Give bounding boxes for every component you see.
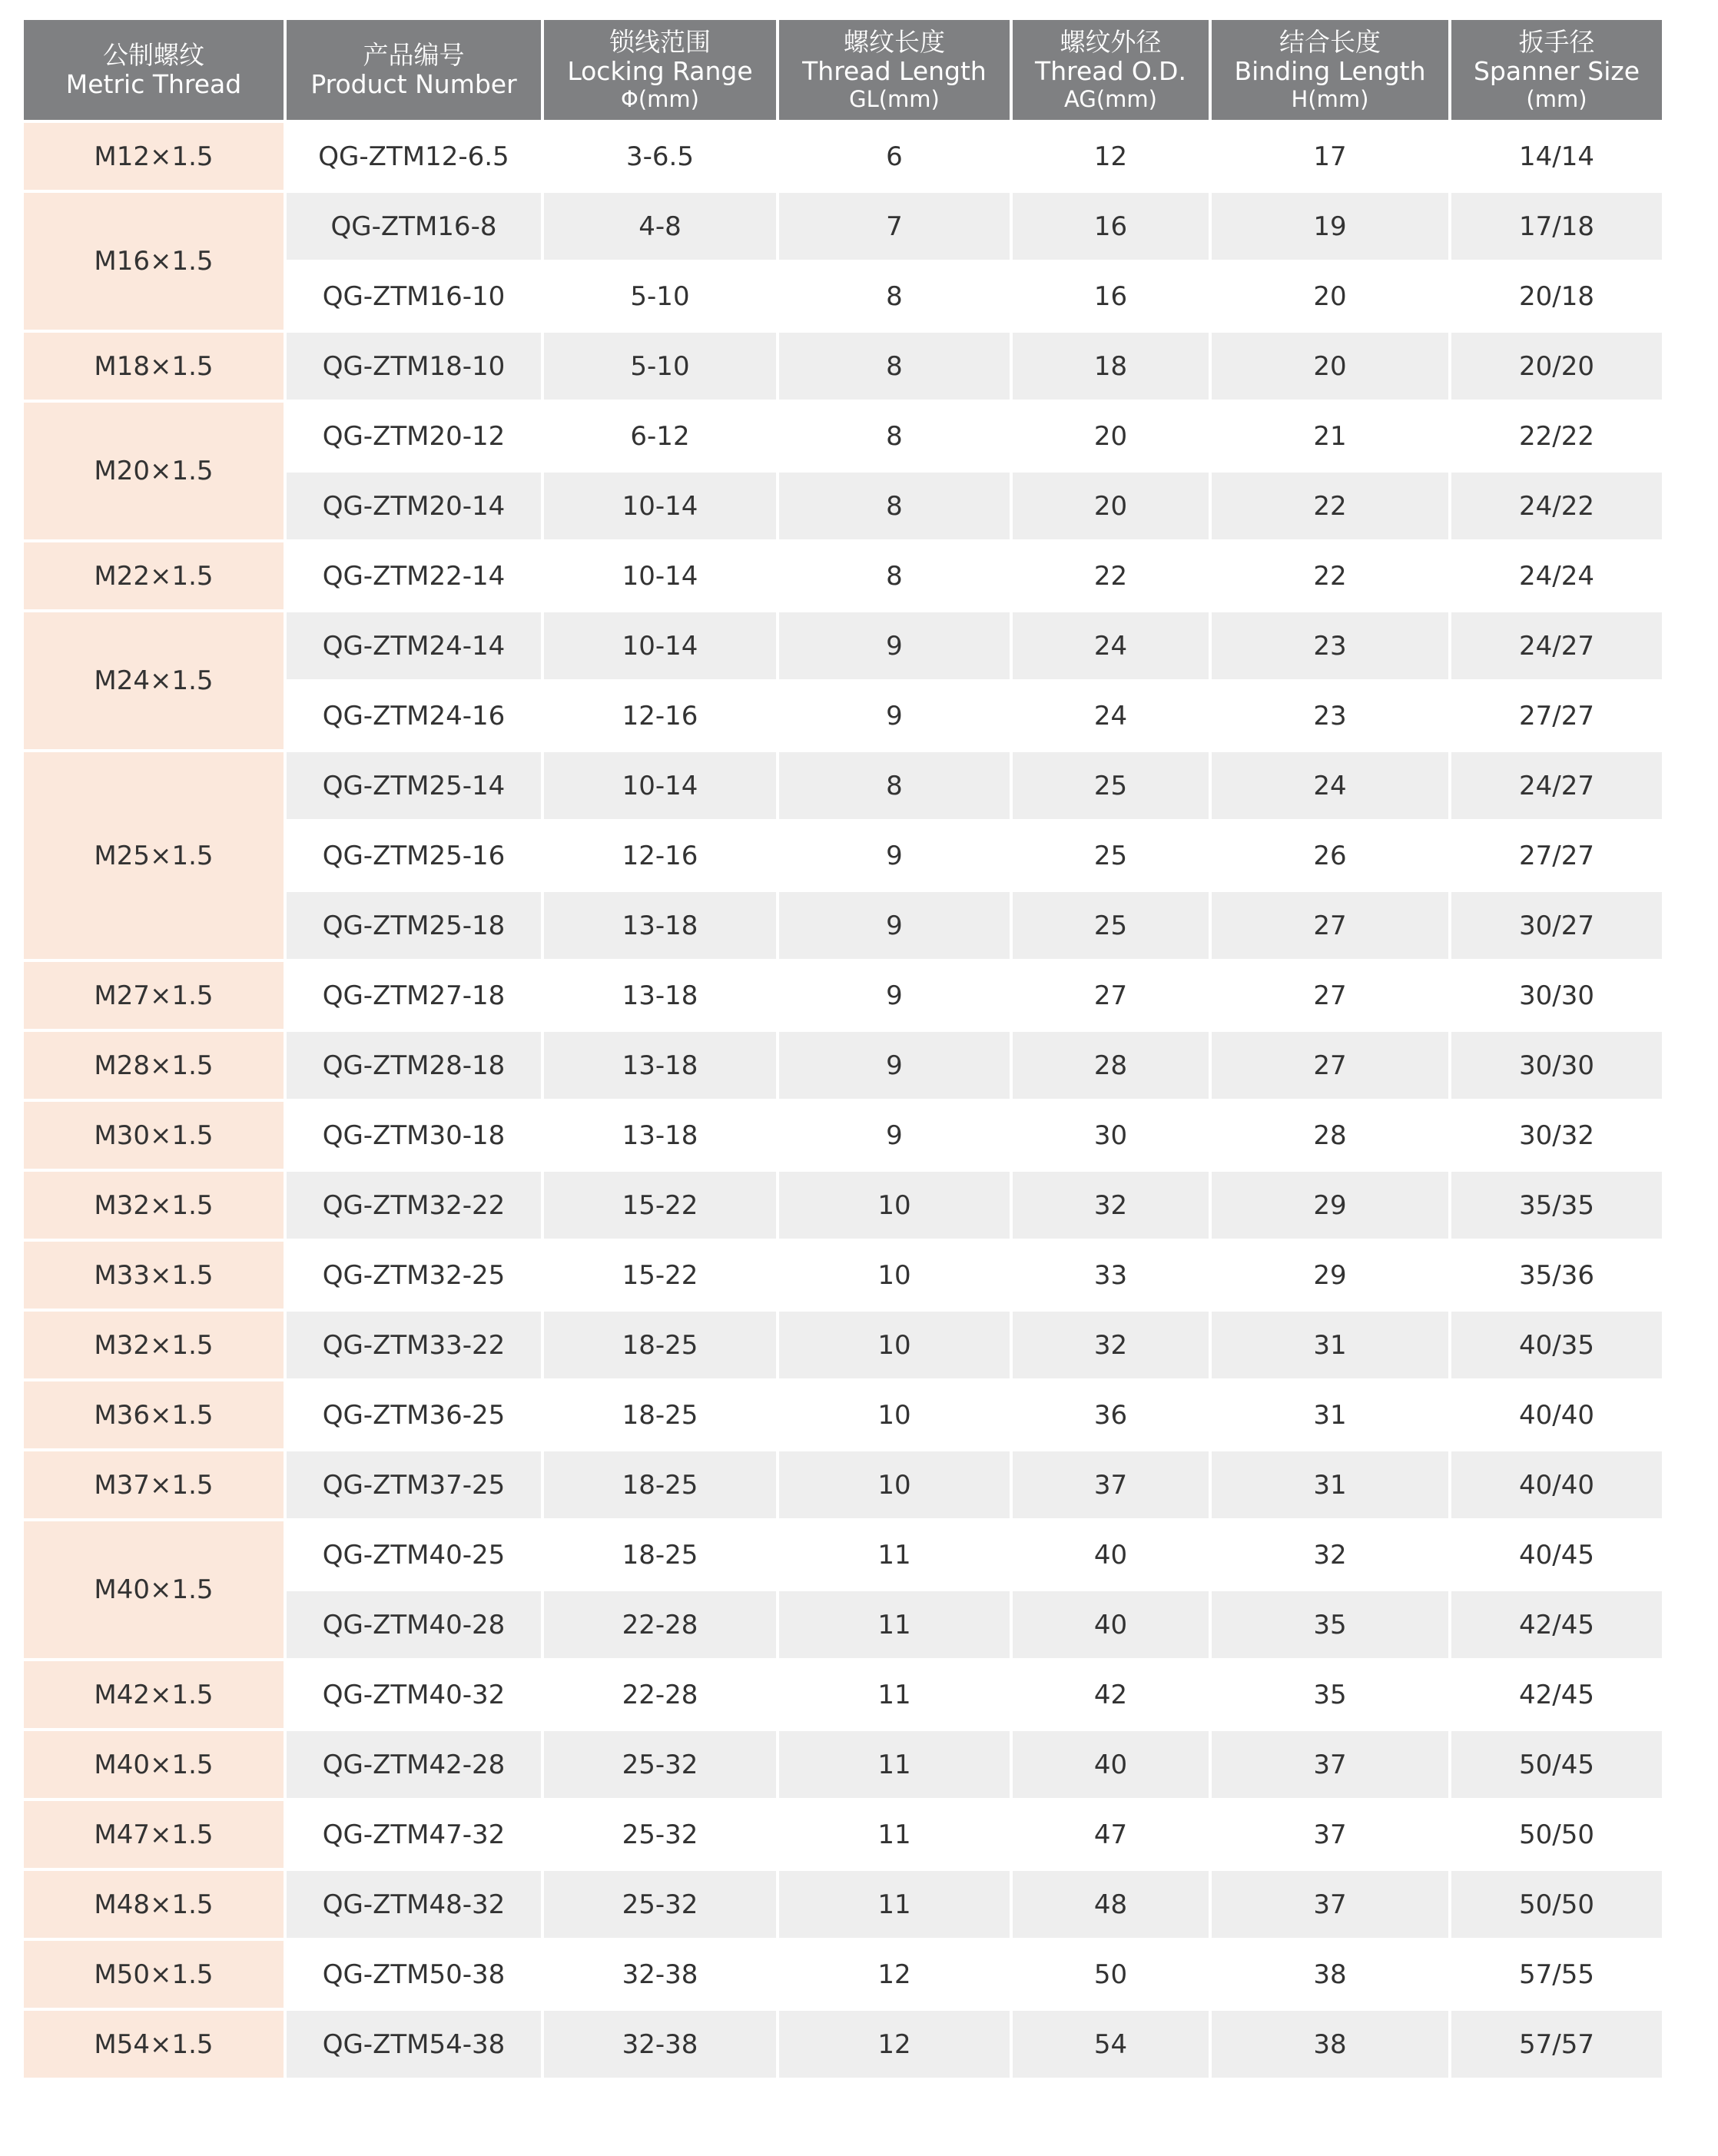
table-header: [22, 18, 1663, 121]
column-header-en: Spanner Size: [1473, 56, 1640, 86]
thread-length-cell: 8: [778, 541, 1011, 611]
binding-length-cell: 27: [1210, 1030, 1450, 1100]
thread-length-cell: 10: [778, 1170, 1011, 1240]
locking-range-cell: 25-32: [542, 1869, 778, 1939]
column-header-unit: H(mm): [1291, 86, 1369, 112]
spanner-size-cell: 24/27: [1450, 751, 1663, 821]
spanner-size-cell: 40/45: [1450, 1520, 1663, 1590]
product-number-cell: QG-ZTM12-6.5: [285, 121, 542, 191]
thread-od-cell: 24: [1011, 681, 1210, 751]
column-header-unit: AG(mm): [1064, 86, 1157, 112]
thread-length-cell: 11: [778, 1730, 1011, 1799]
spanner-size-cell: 30/27: [1450, 891, 1663, 960]
thread-od-cell: 20: [1011, 471, 1210, 541]
thread-od-cell: 33: [1011, 1240, 1210, 1310]
thread-od-cell: 28: [1011, 1030, 1210, 1100]
binding-length-cell: 27: [1210, 960, 1450, 1030]
spanner-size-cell: 17/18: [1450, 191, 1663, 261]
product-number-cell: QG-ZTM16-8: [285, 191, 542, 261]
binding-length-cell: 37: [1210, 1799, 1450, 1869]
binding-length-cell: 20: [1210, 331, 1450, 401]
table-row: [22, 541, 1663, 611]
table-row: [22, 1730, 1663, 1799]
column-header-en: Binding Length: [1234, 56, 1426, 86]
product-number-cell: QG-ZTM24-16: [285, 681, 542, 751]
locking-range-cell: 13-18: [542, 960, 778, 1030]
binding-length-cell: 35: [1210, 1660, 1450, 1730]
binding-length-cell: 29: [1210, 1240, 1450, 1310]
thread-od-cell: 40: [1011, 1730, 1210, 1799]
header-row: [22, 18, 1663, 121]
spanner-size-cell: 24/24: [1450, 541, 1663, 611]
table-row: [22, 1799, 1663, 1869]
thread-length-cell: 9: [778, 1030, 1011, 1100]
locking-range-cell: 15-22: [542, 1240, 778, 1310]
product-number-cell: QG-ZTM33-22: [285, 1310, 542, 1380]
product-number-cell: QG-ZTM42-28: [285, 1730, 542, 1799]
thread-length-cell: 9: [778, 891, 1011, 960]
product-number-cell: QG-ZTM47-32: [285, 1799, 542, 1869]
table-body: [22, 121, 1663, 2079]
locking-range-cell: 18-25: [542, 1520, 778, 1590]
product-number-cell: QG-ZTM24-14: [285, 611, 542, 681]
locking-range-cell: 10-14: [542, 471, 778, 541]
column-header-en: Product Number: [310, 69, 517, 99]
product-number-cell: QG-ZTM25-16: [285, 821, 542, 891]
binding-length-cell: 23: [1210, 681, 1450, 751]
spanner-size-cell: 14/14: [1450, 121, 1663, 191]
binding-length-cell: 32: [1210, 1520, 1450, 1590]
binding-length-cell: 37: [1210, 1730, 1450, 1799]
thread-od-cell: 22: [1011, 541, 1210, 611]
metric-thread-cell: M28×1.5: [22, 1030, 285, 1100]
binding-length-cell: 22: [1210, 541, 1450, 611]
spanner-size-cell: 24/22: [1450, 471, 1663, 541]
locking-range-cell: 25-32: [542, 1730, 778, 1799]
column-header-binding-length: [1210, 18, 1450, 121]
binding-length-cell: 20: [1210, 261, 1450, 331]
metric-thread-cell: M48×1.5: [22, 1869, 285, 1939]
column-header-en: Thread O.D.: [1035, 56, 1186, 86]
thread-length-cell: 6: [778, 121, 1011, 191]
thread-od-cell: 25: [1011, 891, 1210, 960]
locking-range-cell: 22-28: [542, 1660, 778, 1730]
product-number-cell: QG-ZTM36-25: [285, 1380, 542, 1450]
column-header-locking-range: [542, 18, 778, 121]
table-row: [22, 1030, 1663, 1100]
thread-od-cell: 37: [1011, 1450, 1210, 1520]
thread-length-cell: 11: [778, 1590, 1011, 1660]
column-header-en: Locking Range: [567, 56, 753, 86]
locking-range-cell: 32-38: [542, 1939, 778, 2009]
thread-length-cell: 9: [778, 1100, 1011, 1170]
table-row: [22, 1869, 1663, 1939]
metric-thread-cell: M30×1.5: [22, 1100, 285, 1170]
metric-thread-cell: M25×1.5: [22, 751, 285, 960]
column-header-product-number: [285, 18, 542, 121]
spanner-size-cell: 50/50: [1450, 1869, 1663, 1939]
column-header-unit: GL(mm): [849, 86, 940, 112]
table-row: [22, 2009, 1663, 2079]
metric-thread-cell: M40×1.5: [22, 1730, 285, 1799]
thread-od-cell: 40: [1011, 1590, 1210, 1660]
thread-length-cell: 10: [778, 1310, 1011, 1380]
spanner-size-cell: 57/57: [1450, 2009, 1663, 2079]
thread-length-cell: 8: [778, 331, 1011, 401]
thread-od-cell: 32: [1011, 1310, 1210, 1380]
thread-length-cell: 7: [778, 191, 1011, 261]
thread-od-cell: 50: [1011, 1939, 1210, 2009]
locking-range-cell: 32-38: [542, 2009, 778, 2079]
metric-thread-cell: M22×1.5: [22, 541, 285, 611]
column-header-zh: 螺纹长度: [844, 27, 945, 57]
thread-length-cell: 11: [778, 1869, 1011, 1939]
thread-od-cell: 16: [1011, 261, 1210, 331]
spanner-size-cell: 20/18: [1450, 261, 1663, 331]
thread-length-cell: 10: [778, 1240, 1011, 1310]
spanner-size-cell: 57/55: [1450, 1939, 1663, 2009]
thread-length-cell: 9: [778, 960, 1011, 1030]
thread-length-cell: 8: [778, 261, 1011, 331]
metric-thread-cell: M54×1.5: [22, 2009, 285, 2079]
column-header-spanner-size: [1450, 18, 1663, 121]
binding-length-cell: 17: [1210, 121, 1450, 191]
locking-range-cell: 13-18: [542, 891, 778, 960]
thread-od-cell: 36: [1011, 1380, 1210, 1450]
spanner-size-cell: 24/27: [1450, 611, 1663, 681]
locking-range-cell: 18-25: [542, 1450, 778, 1520]
product-number-cell: QG-ZTM32-25: [285, 1240, 542, 1310]
column-header-zh: 螺纹外径: [1060, 27, 1162, 57]
metric-thread-cell: M50×1.5: [22, 1939, 285, 2009]
product-number-cell: QG-ZTM30-18: [285, 1100, 542, 1170]
thread-length-cell: 9: [778, 611, 1011, 681]
locking-range-cell: 4-8: [542, 191, 778, 261]
binding-length-cell: 31: [1210, 1310, 1450, 1380]
thread-od-cell: 54: [1011, 2009, 1210, 2079]
metric-thread-cell: M32×1.5: [22, 1170, 285, 1240]
binding-length-cell: 38: [1210, 1939, 1450, 2009]
locking-range-cell: 5-10: [542, 331, 778, 401]
product-number-cell: QG-ZTM37-25: [285, 1450, 542, 1520]
thread-length-cell: 10: [778, 1450, 1011, 1520]
table-row: [22, 1310, 1663, 1380]
metric-thread-cell: M16×1.5: [22, 191, 285, 331]
locking-range-cell: 18-25: [542, 1310, 778, 1380]
spanner-size-cell: 22/22: [1450, 401, 1663, 471]
spanner-size-cell: 35/35: [1450, 1170, 1663, 1240]
thread-od-cell: 47: [1011, 1799, 1210, 1869]
binding-length-cell: 31: [1210, 1380, 1450, 1450]
spanner-size-cell: 40/40: [1450, 1380, 1663, 1450]
locking-range-cell: 3-6.5: [542, 121, 778, 191]
locking-range-cell: 5-10: [542, 261, 778, 331]
locking-range-cell: 22-28: [542, 1590, 778, 1660]
product-number-cell: QG-ZTM40-25: [285, 1520, 542, 1590]
metric-thread-cell: M47×1.5: [22, 1799, 285, 1869]
product-number-cell: QG-ZTM22-14: [285, 541, 542, 611]
column-header-thread-length: [778, 18, 1011, 121]
column-header-zh: 公制螺纹: [103, 40, 204, 70]
column-header-zh: 扳手径: [1518, 27, 1595, 57]
locking-range-cell: 12-16: [542, 681, 778, 751]
metric-thread-cell: M24×1.5: [22, 611, 285, 751]
locking-range-cell: 10-14: [542, 611, 778, 681]
product-number-cell: QG-ZTM40-32: [285, 1660, 542, 1730]
table-row: [22, 1939, 1663, 2009]
thread-length-cell: 11: [778, 1520, 1011, 1590]
column-header-en: Metric Thread: [65, 69, 242, 99]
thread-length-cell: 11: [778, 1660, 1011, 1730]
thread-length-cell: 8: [778, 751, 1011, 821]
table-row: [22, 1520, 1663, 1590]
product-number-cell: QG-ZTM18-10: [285, 331, 542, 401]
binding-length-cell: 29: [1210, 1170, 1450, 1240]
binding-length-cell: 35: [1210, 1590, 1450, 1660]
thread-od-cell: 48: [1011, 1869, 1210, 1939]
product-number-cell: QG-ZTM50-38: [285, 1939, 542, 2009]
spec-table: [21, 17, 1665, 2081]
table-row: [22, 1240, 1663, 1310]
column-header-zh: 产品编号: [363, 40, 465, 70]
thread-length-cell: 8: [778, 401, 1011, 471]
metric-thread-cell: M36×1.5: [22, 1380, 285, 1450]
binding-length-cell: 27: [1210, 891, 1450, 960]
thread-length-cell: 12: [778, 2009, 1011, 2079]
table-row: [22, 960, 1663, 1030]
product-number-cell: QG-ZTM54-38: [285, 2009, 542, 2079]
metric-thread-cell: M33×1.5: [22, 1240, 285, 1310]
locking-range-cell: 10-14: [542, 541, 778, 611]
metric-thread-cell: M42×1.5: [22, 1660, 285, 1730]
thread-length-cell: 11: [778, 1799, 1011, 1869]
spanner-size-cell: 30/30: [1450, 960, 1663, 1030]
locking-range-cell: 10-14: [542, 751, 778, 821]
metric-thread-cell: M37×1.5: [22, 1450, 285, 1520]
spanner-size-cell: 27/27: [1450, 681, 1663, 751]
binding-length-cell: 23: [1210, 611, 1450, 681]
locking-range-cell: 13-18: [542, 1100, 778, 1170]
metric-thread-cell: M32×1.5: [22, 1310, 285, 1380]
locking-range-cell: 15-22: [542, 1170, 778, 1240]
thread-od-cell: 25: [1011, 821, 1210, 891]
product-number-cell: QG-ZTM20-12: [285, 401, 542, 471]
metric-thread-cell: M40×1.5: [22, 1520, 285, 1660]
thread-length-cell: 8: [778, 471, 1011, 541]
table-row: [22, 751, 1663, 821]
binding-length-cell: 26: [1210, 821, 1450, 891]
product-number-cell: QG-ZTM40-28: [285, 1590, 542, 1660]
locking-range-cell: 12-16: [542, 821, 778, 891]
spanner-size-cell: 42/45: [1450, 1590, 1663, 1660]
column-header-unit: (mm): [1526, 86, 1587, 112]
binding-length-cell: 37: [1210, 1869, 1450, 1939]
thread-od-cell: 12: [1011, 121, 1210, 191]
spanner-size-cell: 42/45: [1450, 1660, 1663, 1730]
product-number-cell: QG-ZTM48-32: [285, 1869, 542, 1939]
thread-od-cell: 40: [1011, 1520, 1210, 1590]
thread-od-cell: 42: [1011, 1660, 1210, 1730]
table-row: [22, 1100, 1663, 1170]
binding-length-cell: 19: [1210, 191, 1450, 261]
spanner-size-cell: 20/20: [1450, 331, 1663, 401]
thread-od-cell: 20: [1011, 401, 1210, 471]
metric-thread-cell: M20×1.5: [22, 401, 285, 541]
metric-thread-cell: M27×1.5: [22, 960, 285, 1030]
thread-od-cell: 25: [1011, 751, 1210, 821]
spanner-size-cell: 40/35: [1450, 1310, 1663, 1380]
spanner-size-cell: 40/40: [1450, 1450, 1663, 1520]
product-number-cell: QG-ZTM25-18: [285, 891, 542, 960]
thread-length-cell: 10: [778, 1380, 1011, 1450]
table-row: [22, 611, 1663, 681]
table-row: [22, 121, 1663, 191]
column-header-metric-thread: [22, 18, 285, 121]
column-header-thread-od: [1011, 18, 1210, 121]
spanner-size-cell: 30/30: [1450, 1030, 1663, 1100]
metric-thread-cell: M18×1.5: [22, 331, 285, 401]
table-row: [22, 191, 1663, 261]
thread-od-cell: 24: [1011, 611, 1210, 681]
spanner-size-cell: 30/32: [1450, 1100, 1663, 1170]
table-row: [22, 331, 1663, 401]
spanner-size-cell: 50/50: [1450, 1799, 1663, 1869]
locking-range-cell: 13-18: [542, 1030, 778, 1100]
column-header-unit: Φ(mm): [621, 86, 699, 112]
thread-od-cell: 32: [1011, 1170, 1210, 1240]
column-header-en: Thread Length: [802, 56, 987, 86]
spanner-size-cell: 35/36: [1450, 1240, 1663, 1310]
locking-range-cell: 6-12: [542, 401, 778, 471]
product-number-cell: QG-ZTM27-18: [285, 960, 542, 1030]
table-row: [22, 1660, 1663, 1730]
binding-length-cell: 38: [1210, 2009, 1450, 2079]
thread-length-cell: 12: [778, 1939, 1011, 2009]
product-number-cell: QG-ZTM16-10: [285, 261, 542, 331]
thread-od-cell: 30: [1011, 1100, 1210, 1170]
product-number-cell: QG-ZTM25-14: [285, 751, 542, 821]
product-number-cell: QG-ZTM32-22: [285, 1170, 542, 1240]
table-row: [22, 401, 1663, 471]
binding-length-cell: 28: [1210, 1100, 1450, 1170]
product-number-cell: QG-ZTM20-14: [285, 471, 542, 541]
thread-od-cell: 16: [1011, 191, 1210, 261]
column-header-zh: 结合长度: [1279, 27, 1381, 57]
column-header-zh: 锁线范围: [609, 27, 711, 57]
metric-thread-cell: M12×1.5: [22, 121, 285, 191]
thread-od-cell: 27: [1011, 960, 1210, 1030]
binding-length-cell: 31: [1210, 1450, 1450, 1520]
product-number-cell: QG-ZTM28-18: [285, 1030, 542, 1100]
thread-length-cell: 9: [778, 681, 1011, 751]
binding-length-cell: 24: [1210, 751, 1450, 821]
locking-range-cell: 18-25: [542, 1380, 778, 1450]
spanner-size-cell: 27/27: [1450, 821, 1663, 891]
binding-length-cell: 21: [1210, 401, 1450, 471]
table-row: [22, 1380, 1663, 1450]
locking-range-cell: 25-32: [542, 1799, 778, 1869]
spanner-size-cell: 50/45: [1450, 1730, 1663, 1799]
table-row: [22, 1450, 1663, 1520]
table-row: [22, 1170, 1663, 1240]
thread-length-cell: 9: [778, 821, 1011, 891]
thread-od-cell: 18: [1011, 331, 1210, 401]
binding-length-cell: 22: [1210, 471, 1450, 541]
